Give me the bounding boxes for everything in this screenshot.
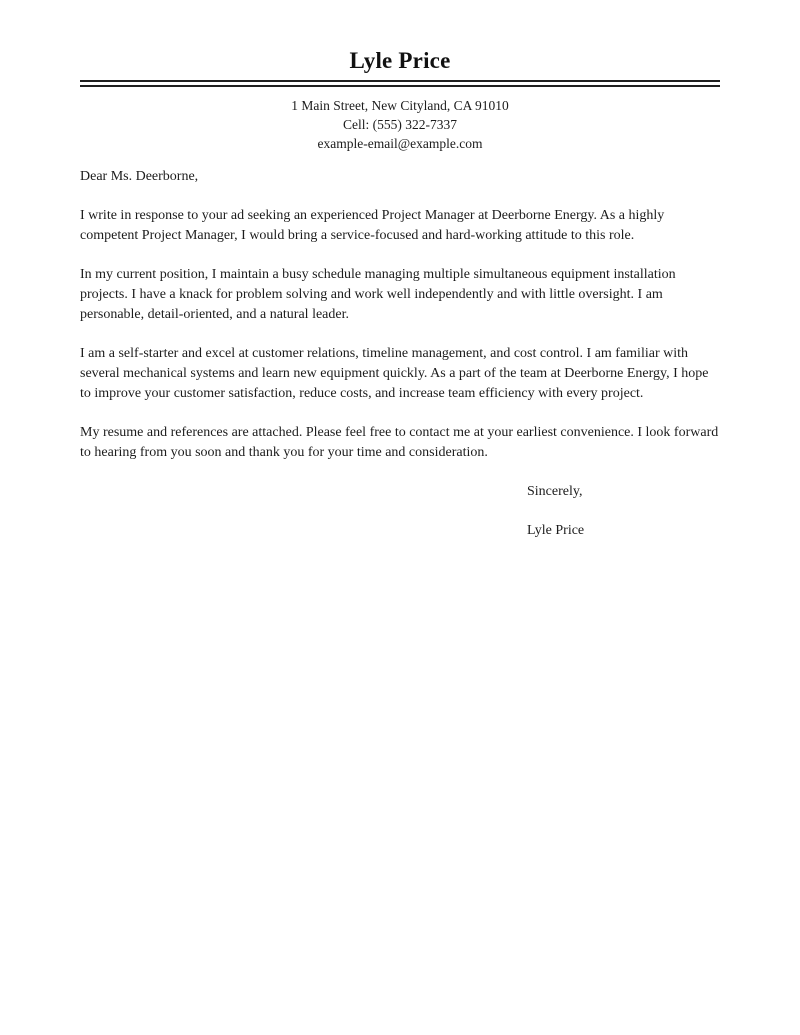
header-double-rule — [80, 80, 720, 87]
contact-phone: Cell: (555) 322-7337 — [343, 117, 457, 132]
letter-title-name: Lyle Price — [349, 48, 451, 73]
contact-email: example-email@example.com — [317, 136, 483, 151]
paragraph-skills: I am a self-starter and excel at customer relations, timeline management, and cost control. I am familiar with several mechanical systems and learn new equipment quickly. As a part of the team at Deerborne Energy, I hope to improve your customer satisfaction, reduce costs, and increase team efficiency with every project. — [80, 346, 709, 401]
closing-salutation: Sincerely, — [527, 484, 583, 499]
contact-block — [0, 96, 800, 153]
paragraph-intro: I write in response to your ad seeking an experienced Project Manager at Deerborne Energy. As a highly competent Project Manager, I would bring a service-focused and hard-working attitude to this role. — [80, 208, 665, 243]
paragraph-call-to-action: My resume and references are attached. Please feel free to contact me at your earliest convenience. I look forward to hearing from you soon and thank you for your time and consideration. — [80, 425, 719, 460]
signature-name: Lyle Price — [527, 523, 585, 538]
contact-address: 1 Main Street, New Cityland, CA 91010 — [291, 98, 509, 113]
letter-body — [80, 167, 720, 541]
closing-block — [80, 482, 720, 541]
paragraph-current-position: In my current position, I maintain a busy schedule managing multiple simultaneous equipment installation projects. I have a knack for problem solving and work well independently and with little oversight. I am personable, detail-oriented, and a natural leader. — [80, 267, 676, 322]
salutation: Dear Ms. Deerborne, — [80, 169, 199, 184]
